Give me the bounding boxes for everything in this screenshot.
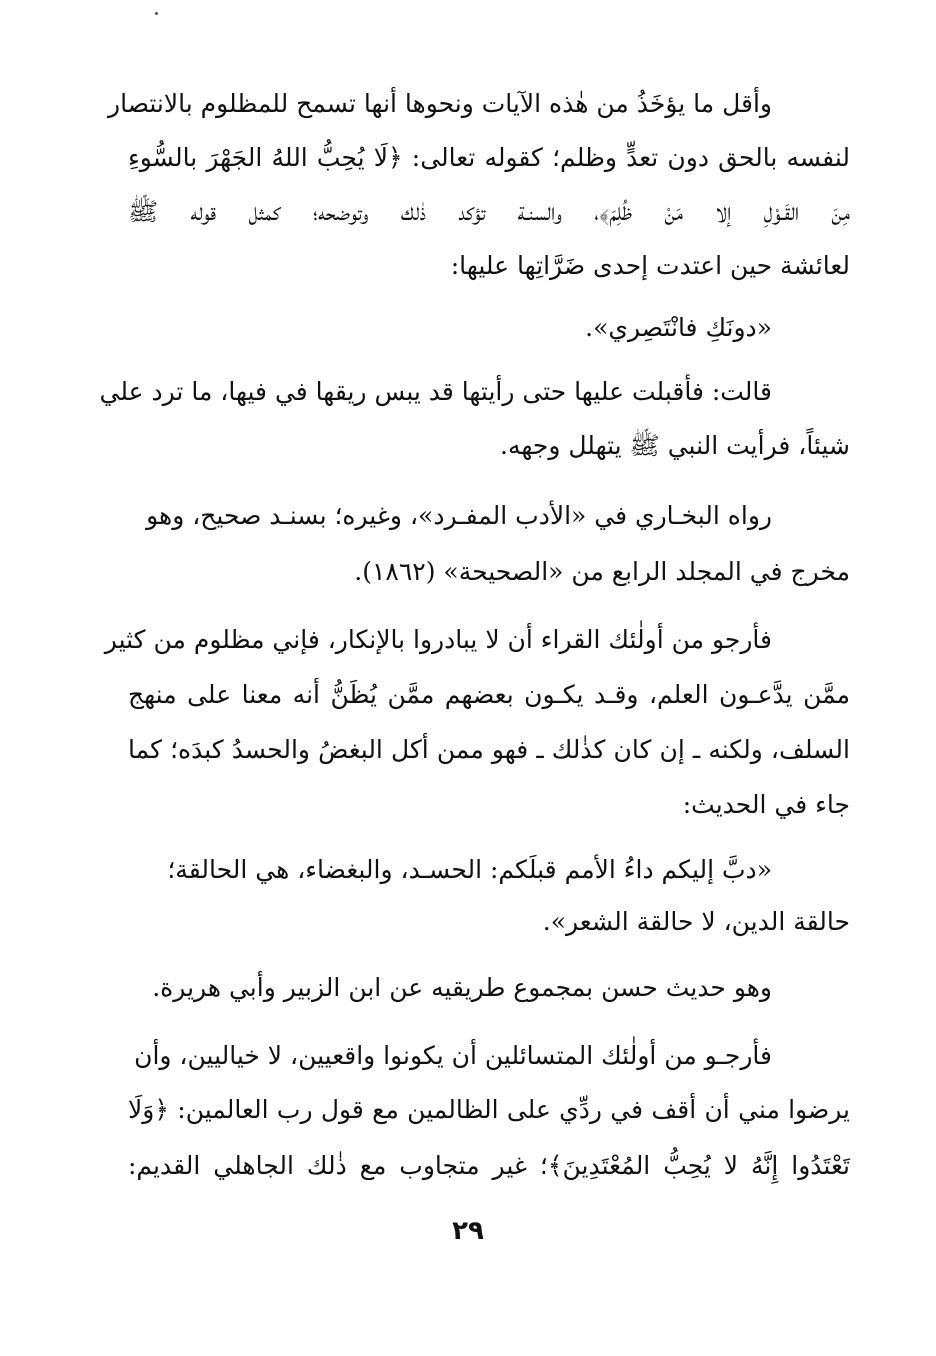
text-line: «دبَّ إليكم داءُ الأمم قبلَكم: الحسـد، والبغضاء، هي الحالقة؛ [167, 855, 772, 884]
text-line: شيئاً، فرأيت النبي ﷺ يتهلل وجهه. [500, 431, 850, 460]
text-line: ممَّن يدَّعـون العلم، وقـد يكـون بعضهم ممَّن يُظَنُّ أنه معنا على منهج [128, 680, 850, 709]
text-line: لعائشة حين اعتدت إحدى ضَرَّاتِها عليها: [450, 251, 850, 280]
text-line: وأقل ما يؤخَذُ من هٰذه الآيات ونحوها أنها تسمح للمظلوم بالانتصار [108, 89, 772, 118]
text-line: جاء في الحديث: [682, 790, 850, 819]
text-line: يرضوا مني أن أقف في ردِّي على الظالمين مع قول رب العالمين: ﴿وَلَا [128, 1095, 850, 1124]
text-line: فأرجو من أولٰئك القراء أن لا يبادروا بالإنكار، فإني مظلوم من كثير [104, 625, 772, 654]
text-line: السلف، ولكنه ـ إن كان كذٰلك ـ فهو ممن أكل البغضُ والحسدُ كبدَه؛ كما [128, 735, 850, 764]
page-number: ٢٩ [452, 1216, 484, 1246]
body-text [99, 0, 850, 1200]
text-line: «دونَكِ فانْتَصِري». [585, 313, 772, 342]
text-line: قالت: فأقبلت عليها حتى رأيتها قد يبس ريقها في فيها، ما ترد علي [99, 377, 772, 406]
text-line: رواه البخـاري في «الأدب المفـرد»، وغيره؛ بسنـد صحيح، وهو [146, 501, 772, 530]
text-line: حالقة الدين، لا حالقة الشعر». [542, 907, 850, 936]
text-line: مخرج في المجلد الرابع من «الصحيحة» (١٨٦٢). [354, 557, 850, 586]
text-line: مِنَ القَـوْلِ إلا مَنْ ظُلِمَ﴾، والسنـة تؤكد ذٰلك وتوضحه؛ كمثل قوله ﷺ [128, 197, 850, 226]
text-line: وهو حديث حسن بمجموع طريقيه عن ابن الزبير وأبي هريرة. [152, 973, 772, 1002]
text-line: تَعْتَدُوا إِنَّهُ لا يُحِبُّ المُعْتَدِينَ﴾؛ غير متجاوب مع ذٰلك الجاهلي القديم: [128, 1151, 850, 1180]
text-line: لنفسه بالحق دون تعدٍّ وظلم؛ كقوله تعالى: ﴿لَا يُحِبُّ اللهُ الجَهْرَ بالسُّوءِ [128, 143, 850, 172]
text-line: فأرجـو من أولٰئك المتسائلين أن يكونوا واقعيين، لا خياليين، وأن [134, 1041, 772, 1070]
